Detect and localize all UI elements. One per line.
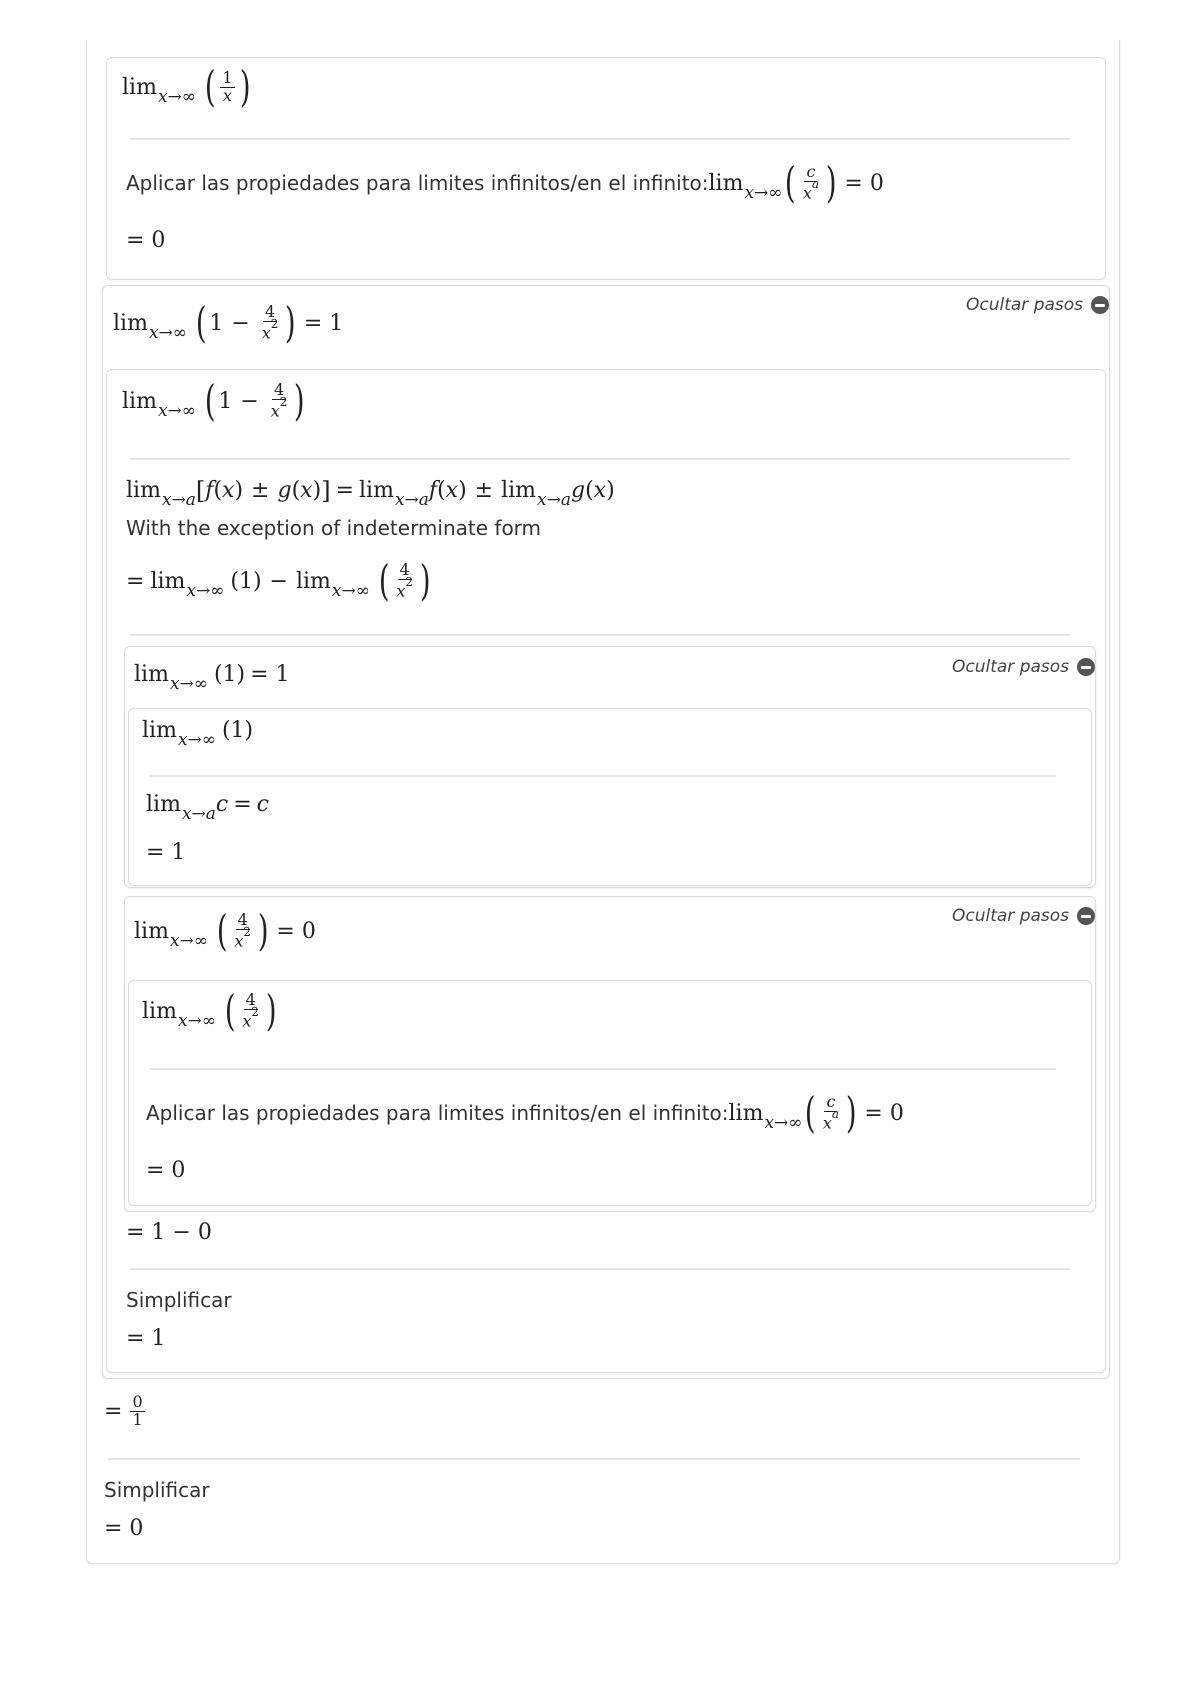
result-one: = 1 xyxy=(146,840,186,865)
divider xyxy=(108,1458,1080,1460)
ocultar-pasos-toggle[interactable]: Ocultar pasos xyxy=(966,295,1109,315)
limit-4-over-x2-header: lim x→∞ ( $\frac{4}{x^2}$ ) = 0 xyxy=(134,906,316,955)
divider xyxy=(130,1268,1070,1270)
sum-rule-formula: lim x→a [ f ( x ) ± g ( x ) ] = lim x→a f ( x ) ± lim x→a g ( x ) xyxy=(126,476,615,510)
limit-of-constant-expression: lim x→∞ (1) xyxy=(142,718,254,750)
divider xyxy=(150,1068,1056,1070)
quotient-result: = $\frac{0}{1}$ xyxy=(104,1392,143,1429)
simplify-label: Simplificar xyxy=(126,1288,232,1312)
rule-infinity-property: Aplicar las propiedades para limites infinitos/en el infinito: lim x→∞ ( $\frac{c}{x^a}$ ) = 0 xyxy=(146,1088,904,1137)
result-zero: = 0 xyxy=(126,228,166,253)
constant-rule: lim x→a c = c xyxy=(146,792,269,824)
divider xyxy=(130,138,1070,140)
ocultar-pasos-toggle[interactable]: Ocultar pasos xyxy=(952,906,1095,926)
limit-1-minus-4-over-x2-header: lim x→∞ ( 1 − $\frac{4}{x^2}$ ) = 1 xyxy=(113,298,344,347)
final-result: = 0 xyxy=(104,1516,144,1541)
rule-infinity-property: Aplicar las propiedades para limites infinitos/en el infinito: lim x→∞ ( $\frac{c}{x^a}$ ) = 0 xyxy=(126,158,884,207)
divider xyxy=(150,775,1056,777)
minus-circle-icon xyxy=(1077,907,1095,925)
step-box-constant-detail xyxy=(128,708,1092,886)
simplify-label: Simplificar xyxy=(104,1478,210,1502)
limit-4-over-x2-expression: lim x→∞ ( $\frac{4}{x^2}$ ) xyxy=(142,986,277,1035)
indeterminate-note: With the exception of indeterminate form xyxy=(126,516,542,540)
split-limits: = lim x→∞ (1) − lim x→∞ ( $\frac{4}{x^2}$ ) xyxy=(126,556,431,605)
difference-result: = 1 − 0 xyxy=(126,1220,212,1245)
limit-of-constant-header: lim x→∞ (1) = 1 xyxy=(134,662,290,694)
ocultar-pasos-toggle[interactable]: Ocultar pasos xyxy=(952,657,1095,677)
minus-circle-icon xyxy=(1077,658,1095,676)
divider xyxy=(130,458,1070,460)
divider xyxy=(130,634,1070,636)
result-one: = 1 xyxy=(126,1326,166,1351)
result-zero: = 0 xyxy=(146,1158,186,1183)
limit-1-minus-4-over-x2-expression: lim x→∞ ( 1 − $\frac{4}{x^2}$ ) xyxy=(122,376,305,425)
minus-circle-icon xyxy=(1091,296,1109,314)
limit-1-over-x-expression: lim x→∞ ( $\frac{1}{x}$ ) xyxy=(122,62,251,111)
